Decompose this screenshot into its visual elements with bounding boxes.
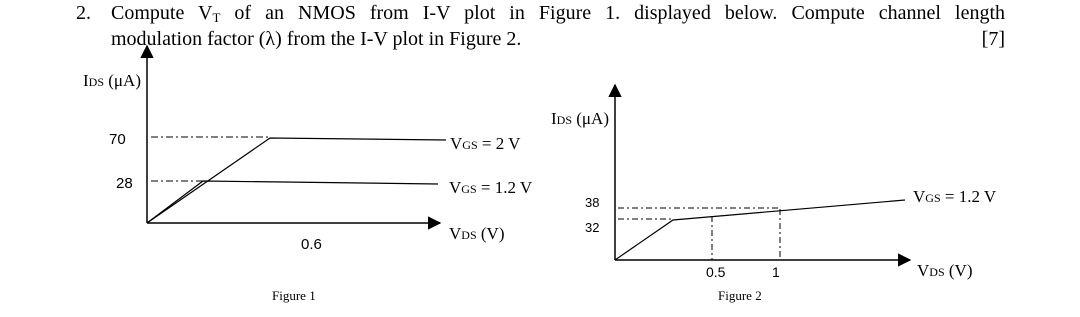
- question-line-1: Compute $V_T$ of an NMOS from I-V plot in Figure 1. displayed below. Compute channel length: [111, 2, 1006, 25]
- fig2-ytick-32: 32: [585, 220, 600, 235]
- fig1-label-vgs-2v: VGS = 2 V: [450, 134, 521, 153]
- fig1-ytick-70: 70: [109, 131, 126, 148]
- fig1-curve-vgs-1-2v: [147, 181, 438, 223]
- fig2-xlabel: VDS (V): [917, 261, 973, 280]
- fig2-curve-vgs-1-2v: [615, 200, 905, 260]
- figure-1: [83, 46, 533, 303]
- fig2-xtick-0-5: 0.5: [706, 264, 726, 280]
- fig2-ytick-38: 38: [585, 195, 600, 210]
- question-marks: [7]: [981, 28, 1005, 50]
- fig1-ylabel: IDS (μA): [83, 71, 141, 90]
- fig1-xtick-0-6: 0.6: [301, 236, 322, 253]
- fig1-label-vgs-1-2v: VGS = 1.2 V: [449, 178, 533, 197]
- fig1-caption: Figure 1: [272, 288, 316, 303]
- fig1-ytick-28: 28: [116, 175, 133, 192]
- question-number: 2.: [76, 2, 91, 24]
- question-line-2: modulation factor (λ) from the I-V plot in Figure 2.: [111, 28, 522, 50]
- fig2-caption: Figure 2: [718, 288, 762, 303]
- fig2-xtick-1: 1: [772, 264, 780, 280]
- figure-2: [551, 85, 997, 303]
- fig2-label-vgs-1-2v: VGS = 1.2 V: [913, 187, 997, 206]
- fig2-ylabel: IDS (μA): [551, 109, 609, 128]
- fig1-xlabel: VDS (V): [449, 224, 505, 243]
